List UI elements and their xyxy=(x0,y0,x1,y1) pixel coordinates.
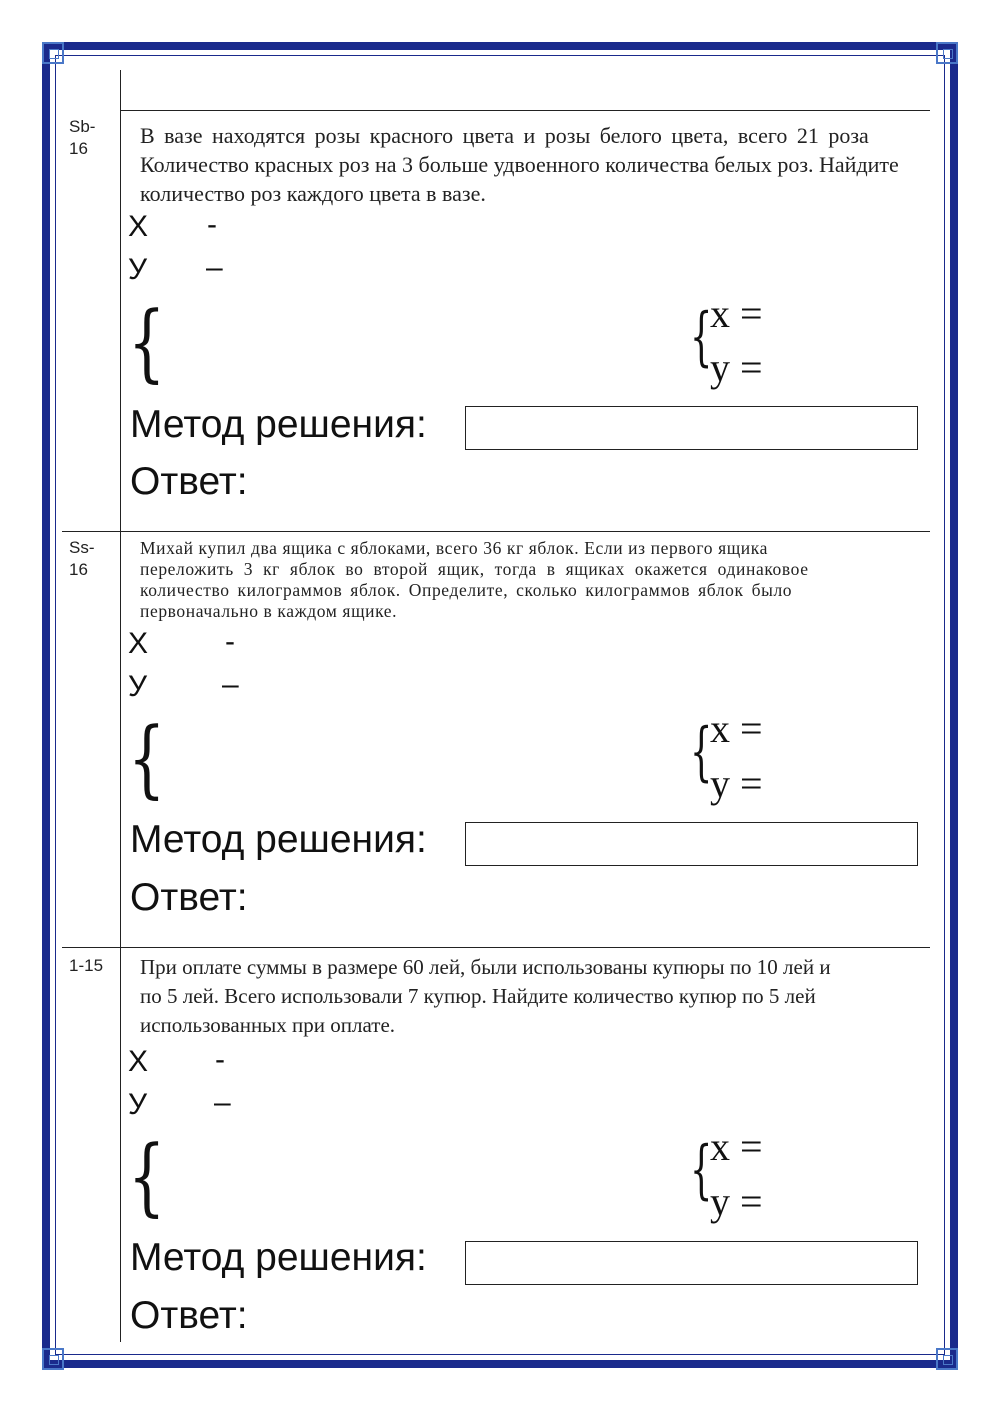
method-input-box[interactable] xyxy=(465,1241,918,1285)
problem-text xyxy=(140,953,930,1040)
margin-line xyxy=(120,70,121,1342)
solution-x: x = xyxy=(710,706,763,751)
problem-line: количество килограммов яблок. Определите, сколько килограммов яблок было xyxy=(140,580,793,600)
method-input-box[interactable] xyxy=(465,406,918,450)
method-label: Метод решения: xyxy=(130,818,427,861)
solution-x: x = xyxy=(710,1124,763,1169)
answer-label: Ответ: xyxy=(130,460,248,503)
var-x-label: X xyxy=(128,1045,149,1078)
method-label: Метод решения: xyxy=(130,1236,427,1279)
method-label: Метод решения: xyxy=(130,403,427,446)
solution-brace: { xyxy=(690,1133,713,1207)
problem-line: Количество красных роз на 3 больше удвоенного количества белых роз. Найдите xyxy=(140,152,899,177)
method-input-box[interactable] xyxy=(465,822,918,866)
solution-brace: { xyxy=(690,300,713,374)
var-x-dash: - xyxy=(207,208,217,241)
problem-text xyxy=(140,121,930,208)
corner-ornament xyxy=(936,42,958,64)
corner-ornament xyxy=(42,1348,64,1370)
section-divider xyxy=(120,110,930,111)
var-y-label: У xyxy=(128,253,148,286)
solution-y: y = xyxy=(710,1179,763,1224)
section-divider xyxy=(62,531,930,532)
problem-code: 1-15 xyxy=(69,956,104,975)
problem-line: При оплате суммы в размере 60 лей, были использованы купюры по 10 лей и xyxy=(140,955,831,979)
var-y-label: У xyxy=(128,670,148,703)
section-divider xyxy=(62,947,930,948)
problem-line: по 5 лей. Всего использовали 7 купюр. Найдите количество купюр по 5 лей xyxy=(140,984,816,1008)
problem-line: количество роз каждого цвета в вазе. xyxy=(140,181,486,206)
var-y-label: У xyxy=(128,1088,148,1121)
system-brace-left: { xyxy=(128,293,166,391)
var-x-dash: - xyxy=(215,1043,225,1076)
solution-brace: { xyxy=(690,715,713,789)
corner-ornament xyxy=(42,42,64,64)
solution-y: y = xyxy=(710,761,763,806)
var-x-dash: - xyxy=(225,625,235,658)
solution-x: x = xyxy=(710,291,763,336)
problem-code: Ss-16 xyxy=(69,538,95,579)
var-y-dash: – xyxy=(214,1086,231,1119)
problem-line: использованных при оплате. xyxy=(140,1013,396,1037)
problem-text xyxy=(140,538,930,622)
var-x-label: X xyxy=(128,627,149,660)
problem-line: В вазе находятся розы красного цвета и розы белого цвета, всего 21 роза xyxy=(140,123,869,148)
page-border-inner xyxy=(55,55,945,1355)
problem-line: Михай купил два ящика с яблоками, всего 36 кг яблок. Если из первого ящика xyxy=(140,538,768,558)
answer-label: Ответ: xyxy=(130,876,248,919)
system-brace-left: { xyxy=(128,709,166,807)
problem-line: первоначально в каждом ящике. xyxy=(140,601,398,621)
corner-ornament xyxy=(936,1348,958,1370)
problem-line: переложить 3 кг яблок во второй ящик, тогда в ящиках окажется одинаковое xyxy=(140,559,809,579)
var-y-dash: – xyxy=(206,251,223,284)
solution-y: y = xyxy=(710,345,763,390)
system-brace-left: { xyxy=(128,1127,166,1225)
var-y-dash: – xyxy=(222,668,239,701)
answer-label: Ответ: xyxy=(130,1294,248,1337)
var-x-label: X xyxy=(128,210,149,243)
problem-code: Sb-16 xyxy=(69,117,96,158)
